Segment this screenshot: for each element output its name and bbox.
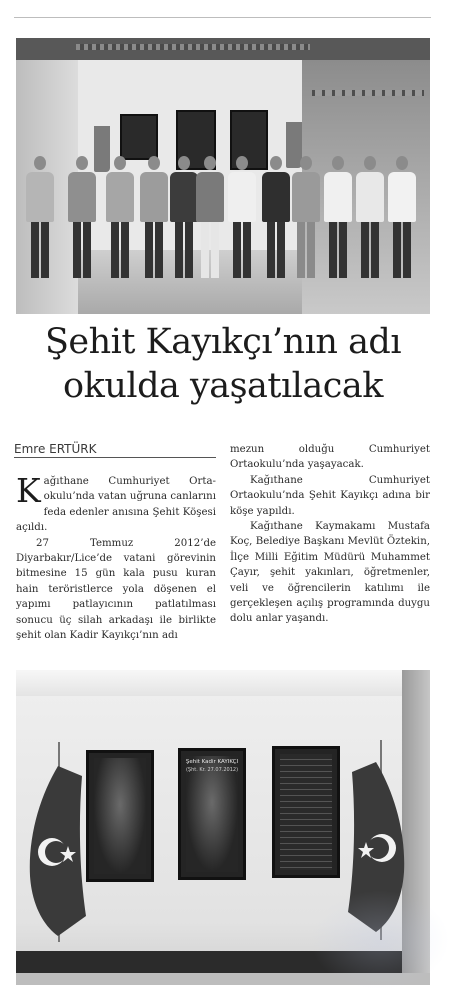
photo-group-ceremony (16, 38, 430, 314)
person (324, 156, 352, 278)
frame-ataturk (120, 114, 158, 160)
martyr-date: (Şht. Kr. 27.07.2012) (185, 767, 239, 773)
watermark (310, 890, 450, 990)
drop-cap: K (16, 471, 41, 510)
person (262, 156, 290, 278)
person (292, 156, 320, 278)
paragraph (16, 471, 216, 536)
ceiling (16, 38, 430, 60)
headline-line-2: okulda yaşatılacak (63, 366, 383, 406)
person (68, 156, 96, 278)
person (196, 156, 224, 278)
person (26, 156, 54, 278)
portrait-frame (86, 750, 154, 882)
martyr-name: Şehit Kadir KAYIKÇI (185, 759, 239, 765)
turkish-flag-icon (22, 766, 92, 936)
ceiling (16, 670, 430, 696)
article-column-2 (230, 442, 430, 627)
headline-line-1: Şehit Kayıkçı’nın adı (44, 322, 402, 362)
paragraph: mezun olduğu Cumhuriyet Ortaokulu’nda yaşayacak. (230, 444, 430, 471)
person (140, 156, 168, 278)
person (170, 156, 198, 278)
paragraph: Kağıthane Cumhuriyet Ortaokulu’nda Şehit Kayıkçı adına bir köşe yapıldı. (230, 474, 430, 517)
paragraph: Kağıthane Kaymakamı Mustafa Koç, Belediye Başkanı Mevlüt Öztekin, İlçe Milli Eğitim Müdürü Muhammet Çayır, şehit yakınları, öğretmenler, veli ve öğrencilerin katılımı ile gerçekleşen açılış programında duygu dolu anlar yaşandı. (230, 521, 430, 625)
anthem-text-block (280, 754, 332, 870)
anthem-frame (272, 746, 340, 878)
paragraph: 27 Temmuz 2012’de Diyarbakır/Lice’de vatani görevinin bitmesine 15 gün kala pusu kuran hain teröristlerce yola döşenen el yapımı patlayıcının patlatılması sonucu üç silah arkadaşı ile birlikte şehit olan Kadir Kayıkçı’nın adı (16, 537, 216, 642)
author-byline: Emre ERTÜRK (14, 442, 97, 456)
paragraph-text: ağıthane Cumhuriyet Orta-okulu’nda vatan uğruna canlarını feda edenler anısına Şehit Köşesi açıldı. (16, 476, 216, 534)
article-headline (0, 320, 446, 408)
person (356, 156, 384, 278)
byline-rule (14, 457, 216, 458)
martyr-frame (178, 748, 246, 880)
portrait-image (94, 758, 146, 874)
person (228, 156, 256, 278)
article-column-1 (16, 471, 216, 643)
top-rule (14, 17, 431, 18)
person (106, 156, 134, 278)
person (388, 156, 416, 278)
